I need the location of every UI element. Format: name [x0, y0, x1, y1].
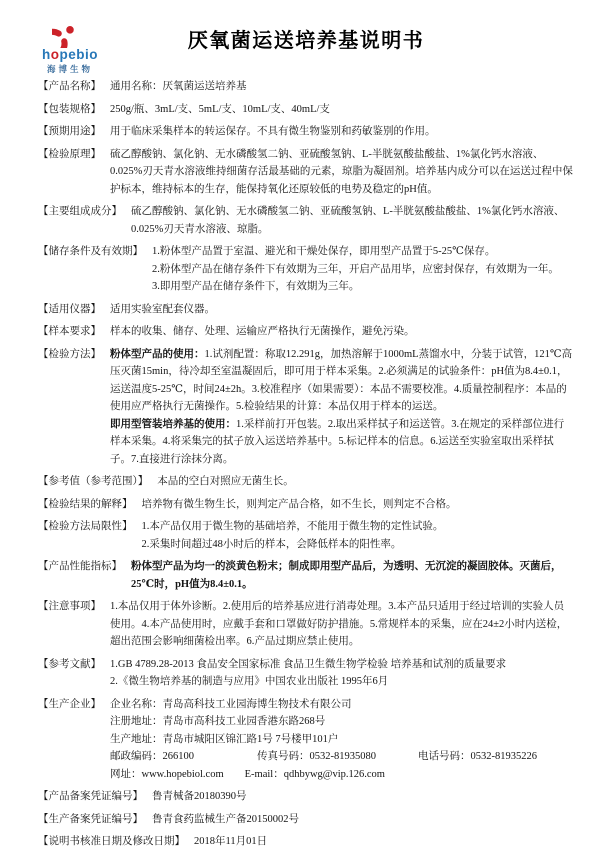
- section-label: 【产品性能指标】: [38, 561, 122, 572]
- section-label: 【检验原理】: [38, 148, 101, 160]
- section-row: [38, 346, 574, 469]
- section-row: [38, 598, 574, 651]
- paragraph-text: 1.试剂配置：称取12.291g，加热溶解于1000mL蒸馏水中，分装于试管，121℃高压灭菌15min，待冷却至室温凝固后，即可用于样本采集。2.必须满足的试验条件：pH值为8.4±0.1，运送温度5-25℃，时间24±2h。3.校准程序（如果需要）：本品不需要校准。4.质量控制程序：本品的使用应严格执行无菌操作。5.检验结果的计算：本品仅用于样本的运送。: [110, 348, 573, 412]
- section-row: [38, 656, 574, 691]
- paragraph-text: 1.本产品仅用于微生物的基础培养，不能用于微生物的定性试验。: [141, 521, 444, 532]
- section-content: [152, 243, 574, 296]
- paragraph-text: 硫乙醇酸钠、氯化钠、无水磷酸氢二钠、亚硫酸氢钠、L-半胱氨酸盐酸盐、1%氯化钙水溶液、0.025%刃天青水溶液维持细菌存活最基础的元素，琼脂为凝固剂。培养基内成分可以在运送过程中保护标本，维持标本的生存，能保持氧化还原较低的电势及稳定的pH值。: [110, 148, 573, 195]
- paragraph-text: 2.采集时间超过48小时后的样本，会降低样本的阳性率。: [141, 538, 402, 550]
- section-paragraph: [110, 731, 574, 749]
- paragraph-text: 硫乙醇酸钠、氯化钠、无水磷酸氢二钠、亚硫酸氢钠、L-半胱氨酸盐酸盐、1%氯化钙水溶液、0.025%刃天青水溶液、琼脂。: [131, 206, 565, 235]
- section-paragraph: [152, 243, 574, 261]
- paragraph-text: 1.粉体型产品置于室温、避光和干燥处保存，即用型产品置于5-25℃保存。: [152, 246, 496, 257]
- section-content: [110, 696, 574, 784]
- section-label: 【产品备案凭证编号】: [38, 791, 143, 802]
- paragraph-text: 3.即用型产品在储存条件下，有效期为三年。: [152, 281, 360, 292]
- section-label: 【主要组成成分】: [38, 206, 122, 217]
- section-paragraph: [110, 713, 574, 731]
- logo-swirl-icon: [52, 10, 88, 48]
- section-label: 【产品名称】: [38, 81, 101, 92]
- paragraph-text: 注册地址：青岛市高科技工业园香港东路268号: [110, 716, 326, 727]
- section-row: [38, 558, 574, 593]
- section-label: 【说明书核准日期及修改日期】: [38, 836, 185, 847]
- section-content: [110, 101, 574, 119]
- section-paragraph: [152, 261, 574, 279]
- logo-brand-rest: pebio: [59, 47, 98, 62]
- section-label: 【适用仪器】: [38, 303, 101, 315]
- paragraph-text: 企业名称：青岛高科技工业园海博生物技术有限公司: [110, 698, 352, 710]
- paragraph-text: 网址：www.hopebiol.com E-mail：qdhbywg@vip.126.com: [110, 768, 385, 780]
- section-row: [38, 123, 574, 141]
- section-row: [38, 146, 574, 199]
- paragraph-text: 1.GB 4789.28-2013 食品安全国家标准 食品卫生微生物学检验 培养基和试剂的质量要求: [110, 658, 507, 670]
- section-content: [110, 323, 574, 341]
- section-content: [131, 203, 574, 238]
- paragraph-text: 鲁青食药监械生产备20150002号: [152, 813, 299, 825]
- section-row: [38, 101, 574, 119]
- section-row: [38, 833, 574, 851]
- section-paragraph: [110, 656, 574, 674]
- section-paragraph: [110, 123, 574, 141]
- section-label: 【生产备案凭证编号】: [38, 813, 143, 825]
- section-content: [142, 518, 575, 553]
- paragraph-text: 邮政编码：266100 传真号码：0532-81935080 电话号码：0532-81935226: [110, 751, 537, 762]
- section-row: [38, 78, 574, 96]
- section-paragraph: [142, 496, 575, 514]
- section-paragraph: [110, 78, 574, 96]
- paragraph-text: 2.粉体型产品在储存条件下有效期为三年，开启产品用毕，应密封保存，有效期为一年。: [152, 263, 559, 275]
- section-row: [38, 788, 574, 806]
- paragraph-text: 样本的收集、储存、处理、运输应严格执行无菌操作，避免污染。: [110, 326, 415, 337]
- section-content: [142, 496, 575, 514]
- section-content: [110, 656, 574, 691]
- paragraph-text: 2018年11月01日: [194, 836, 268, 847]
- paragraph-lead: 粉体型产品的使用：: [110, 348, 205, 360]
- logo-brand: [22, 48, 118, 61]
- paragraph-text: 1.本品仅用于体外诊断。2.使用后的培养基应进行消毒处理。3.本产品只适用于经过培训的实验人员使用。4.本产品使用时，应戴手套和口罩做好防护措施。5.常规样本的采集，应在24±2小时内送检，超出范围会影响细菌检出率。6.产品过期应禁止使用。: [110, 601, 568, 647]
- section-row: [38, 243, 574, 296]
- section-label: 【检验方法局限性】: [38, 521, 133, 532]
- hopebio-logo: [22, 10, 118, 75]
- section-row: [38, 811, 574, 829]
- section-paragraph: [110, 766, 574, 784]
- section-content: [152, 811, 574, 829]
- paragraph-text: 1.采样前打开包装。2.取出采样拭子和运送管。3.在规定的采样部位进行样本采集。4.将采集完的拭子放入运送培养基中。5.标记样本的信息。6.运送至实验室取出采样拭子。7.直接进行涂抹分离。: [110, 418, 565, 465]
- page-title: 厌氧菌运送培养基说明书: [187, 30, 425, 52]
- section-paragraph: [194, 833, 574, 851]
- document-header: [38, 12, 574, 74]
- section-paragraph: [110, 673, 574, 691]
- logo-brand-h: h: [42, 47, 51, 62]
- section-label: 【包装规格】: [38, 103, 101, 115]
- paragraph-text: 2.《微生物培养基的制造与应用》中国农业出版社 1995年6月: [110, 676, 389, 687]
- paragraph-text: 适用实验室配套仪器。: [110, 303, 215, 315]
- section-content: [157, 473, 574, 491]
- paragraph-text: 本品的空白对照应无菌生长。: [157, 476, 294, 487]
- section-label: 【检验结果的解释】: [38, 498, 133, 510]
- section-row: [38, 301, 574, 319]
- paragraph-text: 粉体型产品为均一的淡黄色粉末；制成即用型产品后，为透明、无沉淀的凝固胶体。灭菌后，25℃时，pH值为8.4±0.1。: [131, 561, 562, 590]
- section-content: [110, 146, 574, 199]
- section-content: [152, 788, 574, 806]
- section-paragraph: [142, 536, 575, 554]
- paragraph-text: 通用名称：厌氧菌运送培养基: [110, 81, 247, 92]
- section-label: 【检验方法】: [38, 348, 101, 360]
- document-body: [38, 78, 574, 851]
- section-paragraph: [110, 346, 574, 416]
- section-paragraph: [110, 301, 574, 319]
- section-label: 【生产企业】: [38, 698, 101, 710]
- section-paragraph: [152, 811, 574, 829]
- section-label: 【参考文献】: [38, 658, 101, 670]
- logo-subtitle: 海博生物: [46, 64, 93, 74]
- section-paragraph: [152, 788, 574, 806]
- paragraph-text: 鲁青械备20180390号: [152, 791, 247, 802]
- section-paragraph: [110, 598, 574, 651]
- section-content: [194, 833, 574, 851]
- logo-brand-o: o: [50, 47, 60, 62]
- paragraph-text: 培养物有微生物生长，则判定产品合格，如不生长，则判定不合格。: [141, 498, 457, 510]
- section-label: 【参考值（参考范围）】: [38, 476, 149, 487]
- section-content: [131, 558, 574, 593]
- section-paragraph: [110, 748, 574, 766]
- section-label: 【预期用途】: [38, 126, 101, 137]
- paragraph-text: 生产地址：青岛市城阳区锦汇路1号 7号楼甲101户: [110, 733, 339, 745]
- paragraph-text: 用于临床采集样本的转运保存。不具有微生物鉴别和药敏鉴别的作用。: [110, 126, 436, 137]
- section-row: [38, 496, 574, 514]
- section-paragraph: [110, 696, 574, 714]
- section-paragraph: [110, 416, 574, 469]
- section-paragraph: [142, 518, 575, 536]
- paragraph-text: 250g/瓶、3mL/支、5mL/支、10mL/支、40mL/支: [110, 103, 330, 115]
- section-paragraph: [152, 278, 574, 296]
- section-paragraph: [131, 203, 574, 238]
- section-paragraph: [110, 323, 574, 341]
- section-label: 【注意事项】: [38, 601, 101, 612]
- section-content: [110, 78, 574, 96]
- section-content: [110, 598, 574, 651]
- section-paragraph: [110, 101, 574, 119]
- section-row: [38, 696, 574, 784]
- section-paragraph: [110, 146, 574, 199]
- section-paragraph: [131, 558, 574, 593]
- section-row: [38, 518, 574, 553]
- section-row: [38, 203, 574, 238]
- section-content: [110, 346, 574, 469]
- section-paragraph: [157, 473, 574, 491]
- section-row: [38, 473, 574, 491]
- section-label: 【样本要求】: [38, 326, 101, 337]
- section-content: [110, 123, 574, 141]
- paragraph-lead: 即用型管装培养基的使用：: [110, 418, 236, 430]
- section-content: [110, 301, 574, 319]
- section-label: 【储存条件及有效期】: [38, 246, 143, 257]
- section-row: [38, 323, 574, 341]
